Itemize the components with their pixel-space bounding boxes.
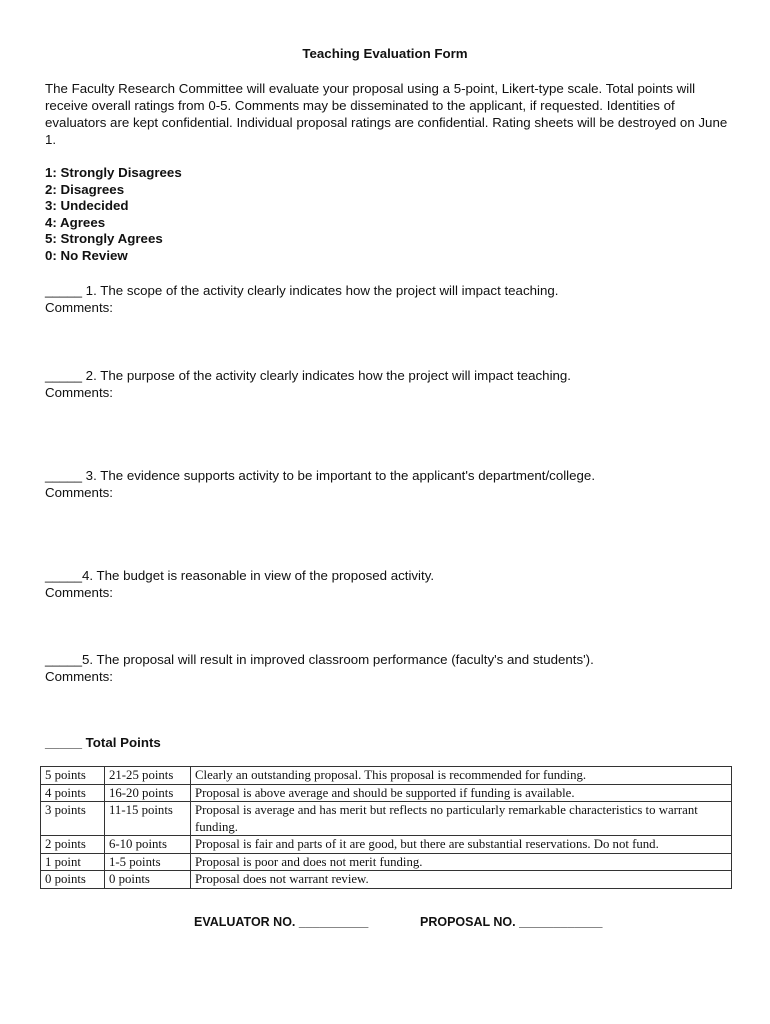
scale-item: 5: Strongly Agrees <box>45 231 163 246</box>
criterion-statement: _____ 1. The scope of the activity clearly indicates how the project will impact teaching. <box>45 283 559 298</box>
criterion-3 <box>45 467 595 501</box>
comments-label: Comments: <box>45 585 113 600</box>
table-row <box>41 836 732 854</box>
description-cell: Proposal is fair and parts of it are good, but there are substantial reservations. Do not fund. <box>191 836 732 854</box>
scale-item: 3: Undecided <box>45 198 129 213</box>
table-row <box>41 853 732 871</box>
criterion-1 <box>45 282 558 316</box>
points-cell: 1 point <box>41 853 105 871</box>
comments-label: Comments: <box>45 300 113 315</box>
criterion-2 <box>45 367 571 401</box>
total-points-label: _____ Total Points <box>45 735 161 750</box>
description-cell: Clearly an outstanding proposal. This proposal is recommended for funding. <box>191 767 732 785</box>
scale-item: 2: Disagrees <box>45 181 125 197</box>
description-cell: Proposal is average and has merit but reflects no particularly remarkable characteristics to warrant funding. <box>191 802 732 836</box>
page-title: Teaching Evaluation Form <box>302 46 468 61</box>
comments-label: Comments: <box>45 485 113 500</box>
range-cell: 1-5 points <box>105 853 191 871</box>
description-cell: Proposal does not warrant review. <box>191 871 732 889</box>
scale-item: 1: Strongly Disagrees <box>45 165 182 180</box>
proposal-number-field: PROPOSAL NO. ____________ <box>420 915 603 929</box>
evaluator-number-field: EVALUATOR NO. __________ <box>194 915 369 929</box>
criterion-4 <box>45 567 434 601</box>
points-cell: 4 points <box>41 784 105 802</box>
scoring-rubric-table <box>40 766 732 889</box>
scale-item: 4: Agrees <box>45 214 106 230</box>
range-cell: 0 points <box>105 871 191 889</box>
points-cell: 2 points <box>41 836 105 854</box>
criterion-statement: _____ 3. The evidence supports activity to be important to the applicant's department/college. <box>45 468 596 483</box>
table-row <box>41 767 732 785</box>
comments-label: Comments: <box>45 385 113 400</box>
criterion-statement: _____5. The proposal will result in improved classroom performance (faculty's and students'). <box>45 652 594 667</box>
scale-item: 0: No Review <box>45 247 128 263</box>
range-cell: 16-20 points <box>105 784 191 802</box>
criterion-5 <box>45 651 594 685</box>
rating-scale <box>45 165 182 264</box>
range-cell: 11-15 points <box>105 802 191 836</box>
points-cell: 0 points <box>41 871 105 889</box>
intro-paragraph: The Faculty Research Committee will evaluate your proposal using a 5-point, Likert-type scale. Total points will receive overall ratings from 0-5. Comments may be disseminated to the applicant, if requested. Identities of evaluators are kept confidential. Individual proposal ratings are confidential. Rating sheets will be destroyed on June 1. <box>45 81 728 147</box>
description-cell: Proposal is above average and should be supported if funding is available. <box>191 784 732 802</box>
range-cell: 21-25 points <box>105 767 191 785</box>
table-row <box>41 802 732 836</box>
comments-label: Comments: <box>45 669 113 684</box>
points-cell: 5 points <box>41 767 105 785</box>
points-cell: 3 points <box>41 802 105 836</box>
criterion-statement: _____ 2. The purpose of the activity clearly indicates how the project will impact teaching. <box>45 368 572 383</box>
criterion-statement: _____4. The budget is reasonable in view of the proposed activity. <box>45 568 435 583</box>
range-cell: 6-10 points <box>105 836 191 854</box>
table-row <box>41 871 732 889</box>
table-row <box>41 784 732 802</box>
description-cell: Proposal is poor and does not merit funding. <box>191 853 732 871</box>
